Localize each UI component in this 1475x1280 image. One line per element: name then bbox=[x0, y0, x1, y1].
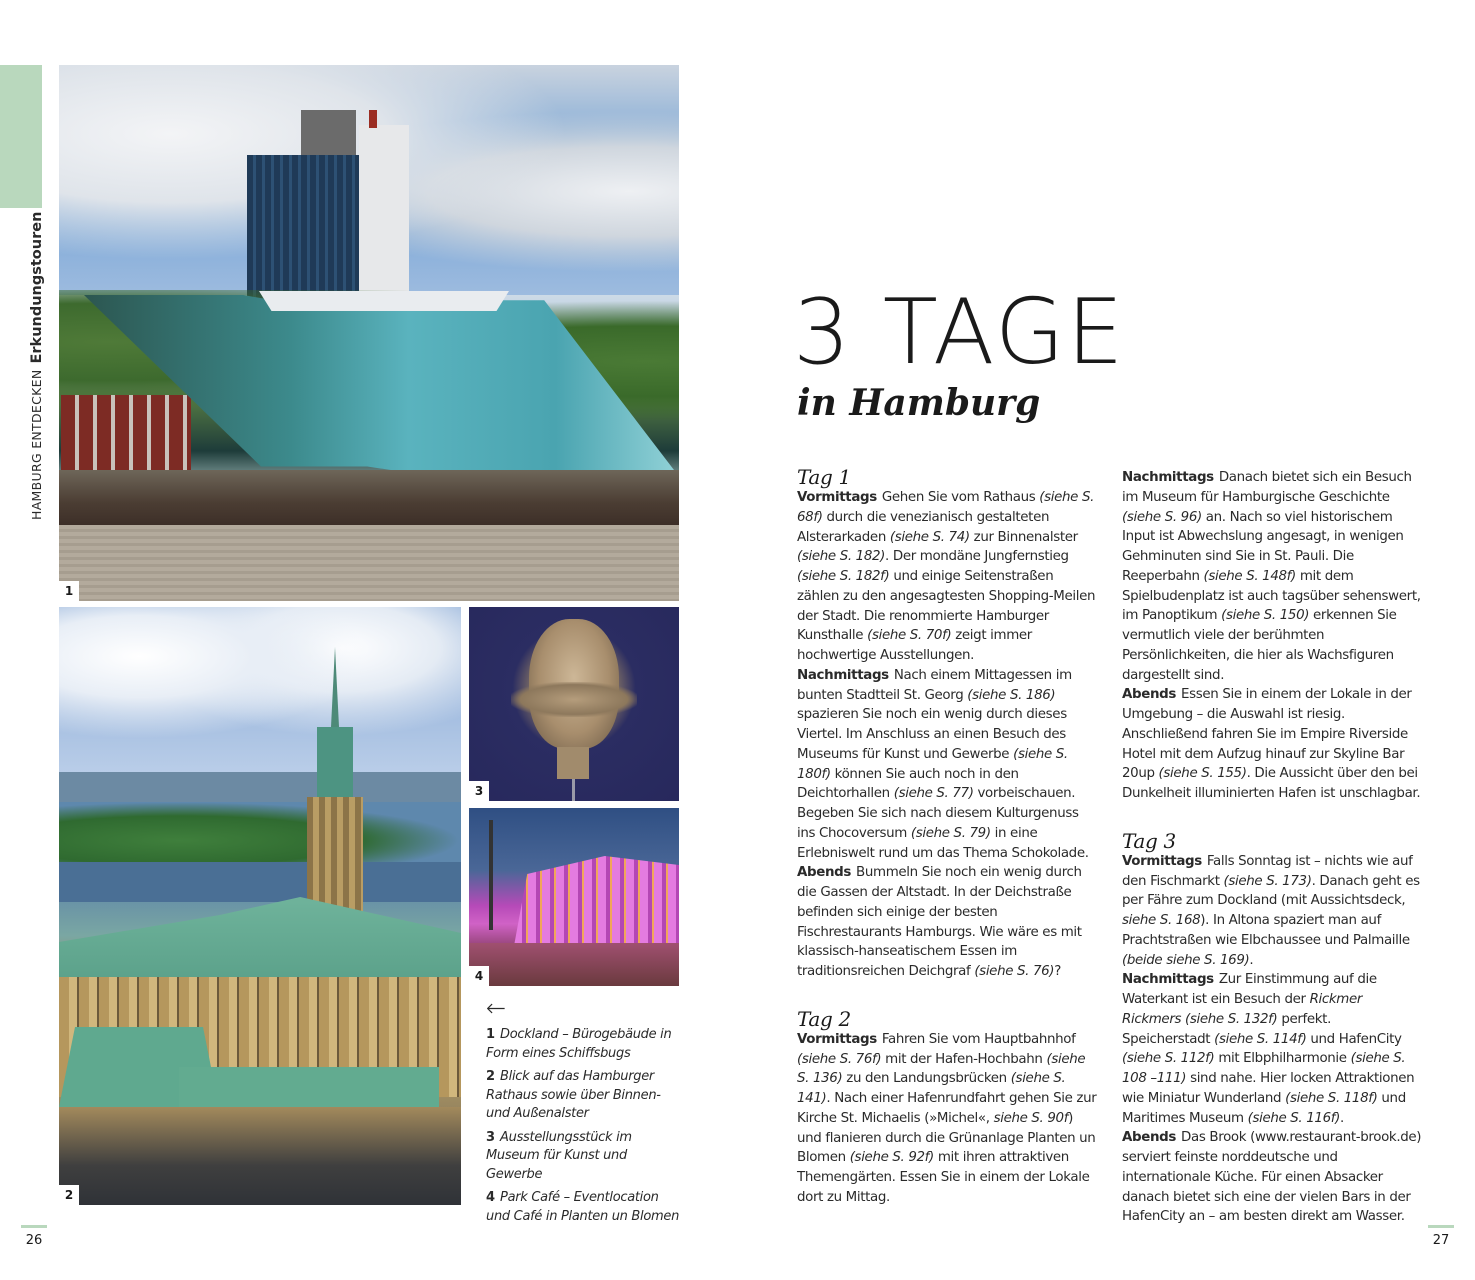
day-heading: Tag 3 bbox=[1122, 828, 1176, 853]
photo-number-3: 3 bbox=[469, 781, 489, 801]
day-segment: Nachmittags Danach bietet sich ein Besuch im Museum für Hamburgische Geschichte (siehe S. 96) an. Nach so viel historischem Input ist Abwechslung angesagt, in wenigen Gehminuten sind Sie in St. Pauli. Die Reeperbahn (siehe S. 148f) mit dem Spielbudenplatz ist auch tagsüber sehenswert, im Panoptikum (siehe S. 150) erkennen Sie vermutlich viele der berühmten Persönlichkeiten, die hier als Wachsfiguren dargestellt sind. bbox=[1122, 470, 1421, 683]
time-of-day-label: Abends bbox=[1122, 1130, 1177, 1146]
photo-captions bbox=[486, 996, 686, 1231]
day-segment: Abends Das Brook (www.restaurant-brook.de) serviert feinste norddeutsche und internationale Küche. Für einen Absacker danach bietet sich eine der vielen Bars in der HafenCity an – am besten direkt am Wasser. bbox=[1122, 1130, 1422, 1225]
day-segment: Vormittags Falls Sonntag ist – nichts wie auf den Fischmarkt (siehe S. 173). Danach geht es per Fähre zum Dockland (mit Aussichtsdeck, siehe S. 168). In Altona spaziert man auf Prachtstraßen wie Elbchaussee und Palmaille (beide siehe S. 169). bbox=[1122, 853, 1420, 968]
photo-number-1: 1 bbox=[59, 581, 79, 601]
day-segment: Nachmittags Nach einem Mittagessen im bunten Stadtteil St. Georg (siehe S. 186) spazieren Sie noch ein wenig durch dieses Viertel. Im Anschluss an einen Besuch des Museums für Kunst und Gewerbe (siehe S. 180f) können Sie auch noch in den Deichtorhallen (siehe S. 77) vorbeischauen. Begeben Sie sich nach diesem Kulturgenuss ins Chocoversum (siehe S. 79) in eine Erlebniswelt rund um das Thema Schokolade. bbox=[797, 667, 1089, 861]
time-of-day-label: Abends bbox=[1122, 687, 1177, 703]
page-number-left: 26 bbox=[21, 1225, 47, 1248]
caption-item: 4 Park Café – Eventlocation und Café in Planten un Blomen bbox=[486, 1190, 680, 1224]
day-heading: Tag 1 bbox=[797, 465, 851, 489]
photo-rathaus bbox=[59, 607, 461, 1205]
photo-number-2: 2 bbox=[59, 1185, 79, 1205]
arrow-left-icon: ← bbox=[486, 994, 507, 1022]
page-title: 3 TAGE bbox=[793, 280, 1126, 385]
text-column-2 bbox=[1122, 468, 1422, 1227]
time-of-day-label: Vormittags bbox=[797, 1031, 877, 1047]
photo-park-cafe bbox=[469, 808, 679, 986]
caption-item: 3 Ausstellungsstück im Museum für Kunst und Gewerbe bbox=[486, 1129, 632, 1182]
page-subtitle: in Hamburg bbox=[797, 382, 1041, 424]
section-label: HAMBURG ENTDECKEN bbox=[29, 369, 44, 520]
photo-number-4: 4 bbox=[469, 966, 489, 986]
page-number-right: 27 bbox=[1428, 1225, 1454, 1248]
day-segment: Vormittags Gehen Sie vom Rathaus (siehe S. 68f) durch die venezianisch gestalteten Alsterarkaden (siehe S. 74) zur Binnenalster (siehe S. 182). Der mondäne Jungfernstieg (siehe S. 182f) und einige Seitenstraßen zählen zu den angesagtesten Shopping-Meilen der Stadt. Die renommierte Hamburger Kunsthalle (siehe S. 70f) zeigt immer hochwertige Ausstellungen. bbox=[797, 490, 1096, 663]
photo-sculpture-head bbox=[469, 607, 679, 801]
time-of-day-label: Nachmittags bbox=[1122, 470, 1214, 485]
folio-accent-bar bbox=[21, 1225, 47, 1228]
folio-accent-bar bbox=[1428, 1225, 1454, 1228]
day-heading: Tag 2 bbox=[797, 1006, 851, 1031]
day-segment: Abends Bummeln Sie noch ein wenig durch die Gassen der Altstadt. In der Deichstraße befinden sich einige der besten Fischrestaurants Hamburgs. Wie wäre es mit klassisch-hanseatischem Essen im traditionsreichen Deichgraf (siehe S. 76)? bbox=[797, 865, 1082, 979]
time-of-day-label: Vormittags bbox=[1122, 853, 1202, 869]
section-title: Erkundungstouren bbox=[29, 211, 45, 364]
caption-item: 2 Blick auf das Hamburger Rathaus sowie über Binnen- und Außenalster bbox=[486, 1069, 661, 1121]
day-segment: Abends Essen Sie in einem der Lokale in der Umgebung – die Auswahl ist riesig. Anschließend fahren Sie im Empire Riverside Hotel mit dem Aufzug hinauf zur Skyline Bar 20up (siehe S. 155). Die Aussicht über den bei Dunkelheit illuminierten Hafen ist unschlagbar. bbox=[1122, 687, 1421, 801]
day-segment: Nachmittags Zur Einstimmung auf die Waterkant ist ein Besuch der Rickmer Rickmers (siehe S. 132f) perfekt. Speicherstadt (siehe S. 114f) und HafenCity (siehe S. 112f) mit Elbphilharmonie (siehe S. 108 –111) sind nahe. Hier locken Attraktionen wie Miniatur Wunderland (siehe S. 118f) und Maritimes Museum (siehe S. 116f). bbox=[1122, 972, 1415, 1126]
section-color-tab bbox=[0, 65, 42, 208]
photo-dockland bbox=[59, 65, 679, 601]
time-of-day-label: Nachmittags bbox=[797, 667, 889, 683]
caption-item: 1 Dockland – Bürogebäude in Form eines Schiffsbugs bbox=[486, 1027, 672, 1061]
text-column-1 bbox=[797, 466, 1097, 1208]
running-header bbox=[26, 212, 45, 520]
day-segment: Vormittags Fahren Sie vom Hauptbahnhof (siehe S. 76f) mit der Hafen-Hochbahn (siehe S. 136) zu den Landungsbrücken (siehe S. 141). Nach einer Hafenrundfahrt gehen Sie zur Kirche St. Michaelis (»Michel«, siehe S. 90f) und flanieren durch die Grünanlage Planten un Blomen (siehe S. 92f) mit ihren attraktiven Themengärten. Essen Sie in einem der Lokale dort zu Mittag. bbox=[797, 1031, 1097, 1205]
time-of-day-label: Nachmittags bbox=[1122, 972, 1214, 988]
time-of-day-label: Vormittags bbox=[797, 490, 877, 505]
time-of-day-label: Abends bbox=[797, 865, 852, 881]
